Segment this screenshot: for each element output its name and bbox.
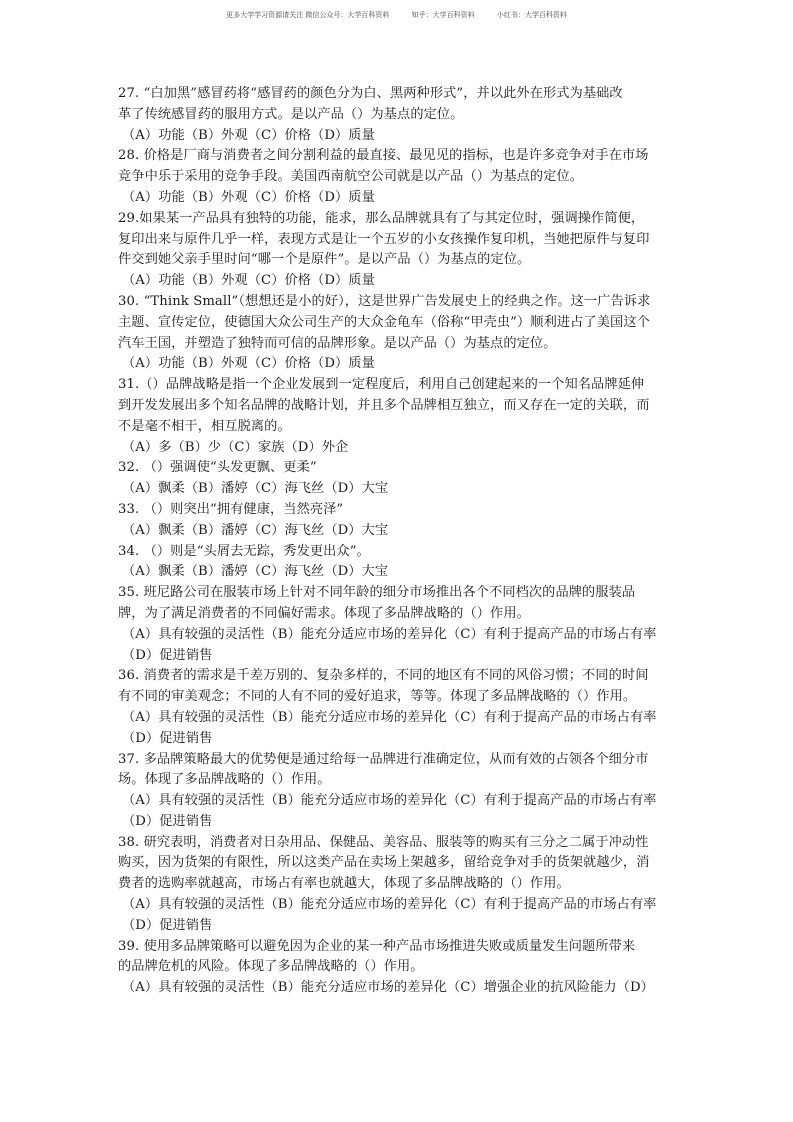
question-text-line: 的品牌危机的风险。体现了多品牌战略的（）作用。 xyxy=(118,959,424,975)
answer-options-line: （D）促进销售 xyxy=(122,917,213,933)
question-text-line: 32. （）强调使“头发更飘、更柔” xyxy=(118,460,317,476)
question-text-line: 有不同的审美观念；不同的人有不同的爱好追求，等等。体现了多品牌战略的（）作用。 xyxy=(118,689,637,705)
answer-options-line: （A）具有较强的灵活性（B）能充分适应市场的差异化（C）增强企业的抗风险能力（D） xyxy=(122,980,654,996)
question-text-line: 场。体现了多品牌战略的（）作用。 xyxy=(118,772,331,788)
question-text-line: 竞争中乐于采用的竞争手段。美国西南航空公司就是以产品（）为基点的定位。 xyxy=(118,169,584,185)
answer-options-line: （A）功能（B）外观（C）价格（D）质量 xyxy=(122,189,375,205)
question-text-line: 汽车王国，并塑造了独特而可信的品牌形象。是以产品（）为基点的定位。 xyxy=(118,335,557,351)
question-text-line: 31.（）品牌战略是指一个企业发展到一定程度后，利用自己创建起来的一个知名品牌延伸 xyxy=(118,377,645,393)
question-text-line: 27. “白加黑”感冒药将“感冒药的颜色分为白、黑两种形式”，并以此外在形式为基础改 xyxy=(118,86,623,101)
question-body xyxy=(118,84,678,999)
question-text-line: 33. （）则突出“拥有健康，当然亮泽” xyxy=(118,501,344,517)
question-text-line: 复印出来与原件几乎一样，表现方式是让一个五岁的小女孩操作复印机，当她把原件与复印 xyxy=(118,231,650,247)
question-text-line: 35. 班尼路公司在服装市场上针对不同年龄的细分市场推出各个不同档次的品牌的服装品 xyxy=(118,585,636,601)
answer-options-line: （D）促进销售 xyxy=(122,813,213,829)
answer-options-line: （A）功能（B）外观（C）价格（D）质量 xyxy=(122,356,375,372)
question-text-line: 36. 消费者的需求是千差万别的、复杂多样的，不同的地区有不同的风俗习惯；不同的时间 xyxy=(118,668,649,684)
question-text-line: 30. “Think Small”（想想还是小的好），这是世界广告发展史上的经典之作。这一广告诉求 xyxy=(118,293,651,309)
question-text-line: 29.如果某一产品具有独特的功能，能求，那么品牌就具有了与其定位时，强调操作简便， xyxy=(118,210,645,226)
answer-options-line: （A）具有较强的灵活性（B）能充分适应市场的差异化（C）有利于提高产品的市场占有率 xyxy=(122,626,657,642)
question-text-line: 39. 使用多品牌策略可以避免因为企业的某一种产品市场推进失败或质量发生问题所带来 xyxy=(118,938,636,954)
question-text-line: 革了传统感冒药的服用方式。是以产品（）为基点的定位。 xyxy=(118,106,464,122)
header-wechat-note: 更多大学学习资源请关注 微信公众号：大学百科资料 xyxy=(226,11,390,19)
answer-options-line: （A）多（B）少（C）家族（D）外企 xyxy=(122,439,349,455)
answer-options-line: （A）具有较强的灵活性（B）能充分适应市场的差异化（C）有利于提高产品的市场占有率 xyxy=(122,709,657,725)
question-text-line: 37. 多品牌策略最大的优势便是通过给每一品牌进行准确定位，从而有效的占领各个细分市 xyxy=(118,751,649,767)
answer-options-line: （A）飘柔（B）潘婷（C）海飞丝（D）大宝 xyxy=(122,481,389,497)
question-text-line: 34. （）则是“头屑去无踪，秀发更出众”。 xyxy=(118,543,370,559)
question-text-line: 费者的选购率就越高，市场占有率也就越大，体现了多品牌战略的（）作用。 xyxy=(118,876,570,892)
answer-options-line: （A）功能（B）外观（C）价格（D）质量 xyxy=(122,273,375,289)
question-text-line: 不是毫不相干，相互脱离的。 xyxy=(118,418,291,434)
question-text-line: 38. 研究表明，消费者对日杂用品、保健品、美容品、服装等的购买有三分之二属于冲动性 xyxy=(118,834,649,850)
question-text-line: 28. 价格是厂商与消费者之间分割利益的最直接、最见见的指标，也是许多竞争对手在市场 xyxy=(118,148,649,164)
answer-options-line: （A）功能（B）外观（C）价格（D）质量 xyxy=(122,127,375,143)
question-text-line: 购买，因为货架的有限性，所以这类产品在卖场上架越多，留给竞争对手的货架就越少，消 xyxy=(118,855,650,871)
header-zhihu-note: 知乎：大学百科资料 xyxy=(411,11,475,19)
page-header xyxy=(0,10,793,20)
question-text-line: 主题、宣传定位，使德国大众公司生产的大众金龟车（俗称“甲壳虫”）顺利进占了美国这个 xyxy=(118,314,650,330)
answer-options-line: （A）飘柔（B）潘婷（C）海飞丝（D）大宝 xyxy=(122,564,389,580)
answer-options-line: （A）飘柔（B）潘婷（C）海飞丝（D）大宝 xyxy=(122,522,389,538)
answer-options-line: （D）促进销售 xyxy=(122,730,213,746)
question-text-line: 到开发发展出多个知名品牌的战略计划，并且多个品牌相互独立，而又存在一定的关联，而 xyxy=(118,397,650,413)
answer-options-line: （D）促进销售 xyxy=(122,647,213,663)
question-text-line: 牌，为了满足消费者的不同偏好需求。体现了多品牌战略的（）作用。 xyxy=(118,605,530,621)
answer-options-line: （A）具有较强的灵活性（B）能充分适应市场的差异化（C）有利于提高产品的市场占有率 xyxy=(122,897,657,913)
answer-options-line: （A）具有较强的灵活性（B）能充分适应市场的差异化（C）有利于提高产品的市场占有率 xyxy=(122,793,657,809)
header-xiaohongshu-note: 小红书：大学百科资料 xyxy=(496,11,567,19)
question-text-line: 件交到她父亲手里时问“哪一个是原件”。是以产品（）为基点的定位。 xyxy=(118,252,531,268)
